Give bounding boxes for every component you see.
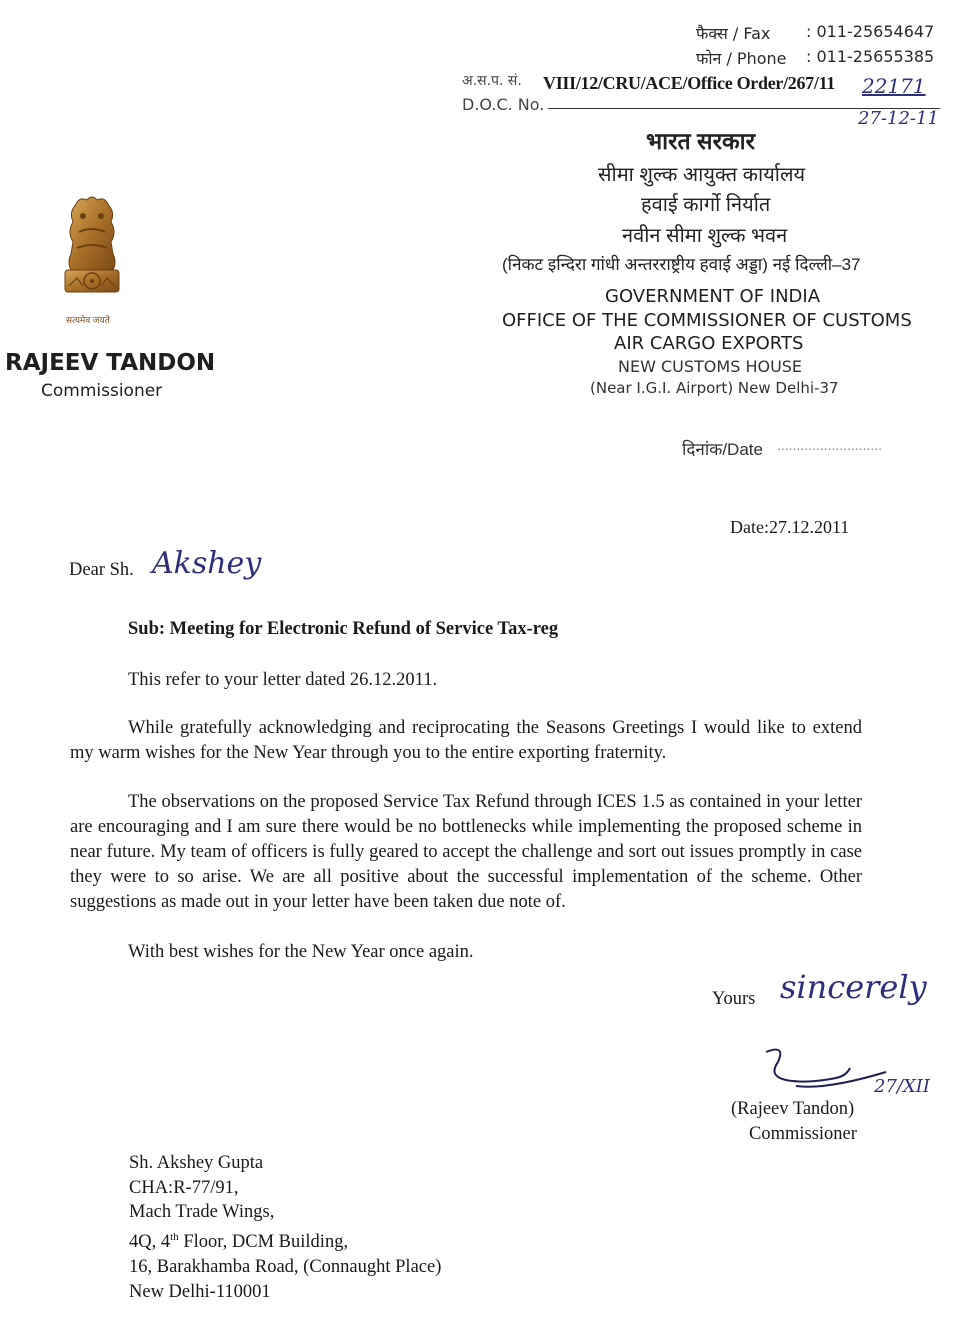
hindi-gov-title: भारत सरकार	[646, 128, 756, 154]
salutation-name: Akshey	[152, 546, 262, 581]
office-division: AIR CARGO EXPORTS	[614, 333, 804, 354]
national-emblem-icon	[55, 192, 129, 312]
body-paragraph: With best wishes for the New Year once again.	[128, 942, 474, 962]
sender-title: Commissioner	[41, 381, 163, 401]
signature-date: 27/XII	[874, 1076, 931, 1097]
body-paragraph: The observations on the proposed Service Tax Refund through ICES 1.5 as contained in your letter are encouraging and I am sure there would be no bottlenecks while implementing the proposed scheme in near future. My team of officers is fully geared to accept the challenge and sort out issues promptly in case they were to so arise. We are all positive about the successful implementation of the scheme. Other suggestions as made out in your letter have been taken due note of.	[70, 792, 862, 912]
doc-handwritten-number: 22171	[862, 74, 926, 98]
hindi-office-line: हवाई कार्गो निर्यात	[641, 194, 771, 216]
office-building: NEW CUSTOMS HOUSE	[618, 357, 803, 376]
fax-number: : 011-25654647	[806, 22, 935, 41]
recipient-line: 16, Barakhamba Road, (Connaught Place)	[129, 1256, 442, 1277]
doc-handwritten-date: 27-12-11	[858, 108, 939, 129]
signatory-name: (Rajeev Tandon)	[731, 1099, 855, 1119]
recipient-line: Mach Trade Wings,	[129, 1202, 275, 1223]
recipient-line: Sh. Akshey Gupta	[129, 1153, 264, 1173]
closing-handwritten: sincerely	[780, 968, 927, 1006]
gov-of-india: GOVERNMENT OF INDIA	[605, 286, 821, 307]
date-label: दिनांक/Date	[682, 440, 763, 459]
doc-label-hindi: अ.स.प. सं.	[462, 73, 522, 89]
recipient-line: New Delhi-110001	[129, 1281, 271, 1302]
doc-number: VIII/12/CRU/ACE/Office Order/267/11	[543, 73, 835, 93]
doc-label: D.O.C. No.	[462, 95, 545, 114]
phone-number: : 011-25655385	[806, 47, 935, 66]
phone-label: फोन / Phone	[696, 49, 787, 68]
recipient-address	[129, 1151, 441, 1304]
emblem-motto: सत्यमेव जयते	[66, 315, 110, 325]
sender-name: RAJEEV TANDON	[5, 350, 216, 376]
body-paragraph: This refer to your letter dated 26.12.2011.	[128, 670, 438, 690]
recipient-floor-suffix: th	[170, 1231, 179, 1244]
office-address: (Near I.G.I. Airport) New Delhi-37	[590, 379, 839, 397]
fax-label: फैक्स / Fax	[696, 24, 771, 43]
subject-line: Sub: Meeting for Electronic Refund of Service Tax-reg	[128, 619, 559, 639]
recipient-line: CHA:R-77/91,	[129, 1177, 239, 1198]
date-dots: ...........................	[777, 437, 883, 453]
recipient-line	[129, 1225, 441, 1255]
hindi-office-line: नवीन सीमा शुल्क भवन	[622, 225, 788, 247]
hindi-office-line: सीमा शुल्क आयुक्त कार्यालय	[598, 164, 806, 186]
recipient-floor-rest: Floor, DCM Building,	[178, 1232, 349, 1253]
body-paragraph: While gratefully acknowledging and reciprocating the Seasons Greetings I would like to extend my warm wishes for the New Year through you to the entire exporting fraternity.	[70, 718, 862, 763]
signatory-title: Commissioner	[749, 1124, 857, 1144]
letter-date: Date:27.12.2011	[730, 517, 850, 537]
office-title: OFFICE OF THE COMMISSIONER OF CUSTOMS	[502, 310, 912, 331]
hindi-office-address: (निकट इन्दिरा गांधी अन्तरराष्ट्रीय हवाई अड्डा) नई दिल्ली–37	[502, 255, 861, 274]
salutation: Dear Sh.	[69, 560, 134, 580]
closing: Yours	[712, 989, 756, 1009]
recipient-floor-number: 4Q, 4	[129, 1232, 171, 1253]
